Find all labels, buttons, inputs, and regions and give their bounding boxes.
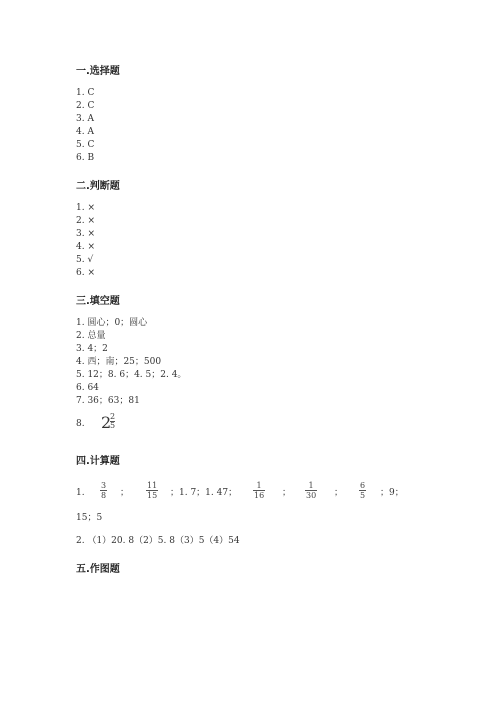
calc-fraction-3 xyxy=(253,481,265,500)
fraction-denominator: 30 xyxy=(306,491,317,500)
section-title-choice: 一.选择题 xyxy=(76,66,120,77)
fraction-numerator: 6 xyxy=(360,481,366,490)
fraction-numerator: 2 xyxy=(110,412,116,421)
calc-separator-3: ； xyxy=(282,488,292,498)
section-title-fill: 三.填空题 xyxy=(76,296,120,307)
judge-answer-5: 5. √ xyxy=(76,255,94,265)
calc-q1-continued: 15；5 xyxy=(76,513,103,523)
fraction-numerator: 3 xyxy=(101,481,107,490)
calc-fraction-4 xyxy=(305,481,317,500)
fill-answer-2: 2. 总量 xyxy=(76,331,106,341)
calc-fraction-2 xyxy=(146,481,158,500)
fill-answer-8-label: 8. xyxy=(76,419,85,429)
fraction-numerator: 1 xyxy=(256,481,262,490)
fraction-denominator: 8 xyxy=(101,491,107,500)
fill-answer-1: 1. 圆心；0；圆心 xyxy=(76,318,148,328)
choice-answer-6: 6. B xyxy=(76,153,95,163)
section-title-draw: 五.作图题 xyxy=(76,564,120,575)
fill-answer-7: 7. 36；63；81 xyxy=(76,396,140,406)
fill-answer-4: 4. 西；南；25；500 xyxy=(76,357,162,367)
judge-answer-2: 2. × xyxy=(76,216,95,226)
calc-separator-4: ； xyxy=(334,488,344,498)
fraction-numerator: 1 xyxy=(308,481,314,490)
choice-answer-2: 2. C xyxy=(76,101,95,111)
choice-answer-4: 4. A xyxy=(76,127,94,137)
fraction-numerator: 11 xyxy=(147,481,158,490)
judge-answer-4: 4. × xyxy=(76,242,95,252)
fill-answer-8-fraction xyxy=(110,413,115,430)
section-title-calc: 四.计算题 xyxy=(76,456,120,467)
fraction-denominator: 5 xyxy=(360,491,366,500)
calc-fraction-1 xyxy=(100,481,107,500)
fill-answer-8-whole: 2 xyxy=(101,413,112,432)
calc-fraction-5 xyxy=(359,481,366,500)
fill-answer-3: 3. 4；2 xyxy=(76,344,108,354)
fill-answer-6: 6. 64 xyxy=(76,383,99,393)
fraction-denominator: 5 xyxy=(110,421,116,430)
calc-separator-5: ；9； xyxy=(380,488,404,498)
section-title-judge: 二.判断题 xyxy=(76,181,120,192)
calc-separator-2: ；1. 7；1. 47； xyxy=(170,488,238,498)
calc-separator-1: ； xyxy=(120,488,130,498)
judge-answer-6: 6. × xyxy=(76,268,95,278)
choice-answer-1: 1. C xyxy=(76,88,95,98)
calc-q2: 2. （1）20. 8（2）5. 8（3）5（4）54 xyxy=(76,536,240,546)
choice-answer-5: 5. C xyxy=(76,140,95,150)
judge-answer-1: 1. × xyxy=(76,203,95,213)
judge-answer-3: 3. × xyxy=(76,229,95,239)
choice-answer-3: 3. A xyxy=(76,114,94,124)
fill-answer-5: 5. 12；8. 6；4. 5；2. 4。 xyxy=(76,370,187,380)
fraction-denominator: 15 xyxy=(147,491,158,500)
fraction-denominator: 16 xyxy=(254,491,265,500)
calc-q1-label: 1. xyxy=(76,488,85,498)
